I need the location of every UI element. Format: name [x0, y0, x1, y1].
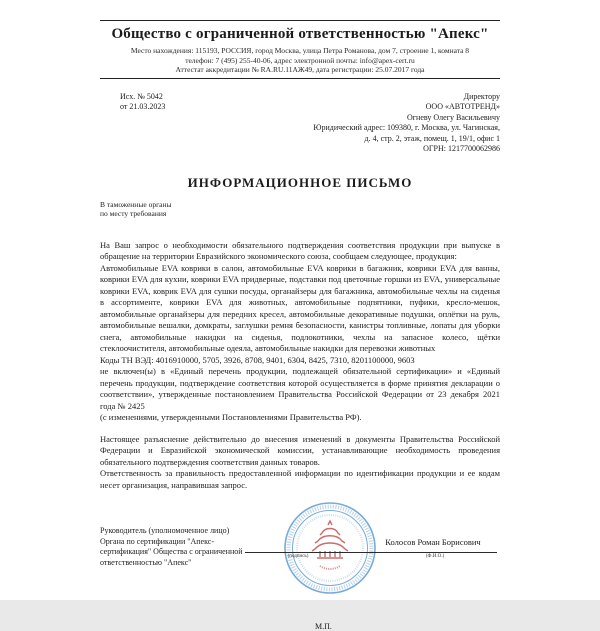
recipient-title: Директору	[463, 91, 500, 101]
outgoing-ref-block	[100, 92, 165, 155]
letterhead-bottom-rule	[100, 78, 500, 79]
reference-row	[100, 92, 500, 155]
letter-body	[100, 240, 500, 492]
paragraph-products: Автомобильные EVA коврики в салон, автомобильные EVA коврики в багажник, коврики EVA для ванны, коврики EVA для кухни, коврики EVA придверные, подставки под цветочные горшки из EVA, универсальные коврики EVA, коврик EVA для сушки посуды, органайзеры для багажника, автомобильные чехлы на сиденья в ассортименте, коврики EVA для животных, автомобильные подпятники, пуфики, кресло-мешок, автомобильные органайзеры для передних кресел, автомобильные декоративные подушки, оплётки на руль, автомобильные вешалки, домкраты, заглушки ремня безопасности, канистры топливные, лопаты для уборки снега, автомобильные накидки на сиденья, подлокотники, чехлы на запасное колесо, щётки стеклоочистителя, автомобильные одеяла, автомобильные накидки для перевозки животных	[100, 262, 500, 354]
recipient-company: ООО «АВТОТРЕНД»	[425, 102, 500, 112]
company-contacts: телефон: 7 (495) 255-40-06, адрес электронной почты: info@apex-cert.ru	[185, 55, 415, 65]
signature-line	[245, 552, 497, 553]
company-accreditation: Аттестат аккредитации № RA.RU.11АЖ49, дата регистрации: 25.07.2017 года	[175, 65, 425, 75]
signatory-role-line-1: Руководитель (уполномоченное лицо)	[100, 526, 230, 536]
paragraph-amendments: (с изменениями, утвержденными Постановлениями Правительства РФ).	[100, 412, 362, 423]
outgoing-number: Исх. № 5042	[120, 91, 163, 101]
addressee-note-line-2: по месту требования	[100, 209, 167, 219]
paragraph-intro: На Ваш запрос о необходимости обязательного подтверждения соответствия продукции при выпуске в обращение на территории Евразийского экономического союза, сообщаем следующее, продукция:	[100, 239, 500, 262]
recipient-ogrn: ОГРН: 1217700062986	[423, 144, 500, 154]
paragraph-not-included: не включен(ы) в «Единый перечень продукции, подлежащей обязательной сертификации» и «Единый перечень продукции, подтверждение соответствия которой осуществляется в форме принятия декларации о соответствии», утвержденные постановлением Правительства Российской Федерации от 23 декабря 2021 года № 2425	[100, 366, 500, 411]
outgoing-date: от 21.03.2023	[120, 102, 166, 112]
signatory-role-line-4: ответственностью "Апекс"	[100, 557, 192, 567]
signatory-role-line-3: сертификация" Общества с ограниченной	[100, 547, 243, 557]
paragraph-tnved-codes: Коды ТН ВЭД: 4016910000, 5705, 3926, 8708, 9401, 6304, 8425, 7310, 8201100000, 9603	[100, 354, 415, 365]
signatory-name: Колосов Роман Борисович	[385, 537, 481, 548]
document-title: ИНФОРМАЦИОННОЕ ПИСЬМО	[187, 174, 413, 190]
recipient-address-1: Юридический адрес: 109380, г. Москва, ул. Чагинская,	[313, 123, 500, 133]
addressee-note-line-1: В таможенные органы	[100, 199, 172, 209]
letter-content	[100, 20, 500, 631]
recipient-block	[313, 92, 500, 155]
recipient-address-2: д. 4, стр. 2, этаж, помещ. 1, 19/1, офис 1	[364, 133, 500, 143]
paragraph-responsibility: Ответственность за правильность предоставленной информации по идентификации продукции и ее кодам несет организация, направившая запрос.	[100, 468, 500, 490]
letterhead-top-rule	[100, 20, 500, 21]
company-stamp-seal-icon	[282, 500, 378, 596]
signatory-role-block	[100, 526, 280, 568]
recipient-person: Огневу Олегу Васильевичу	[407, 112, 500, 122]
signature-area	[100, 504, 500, 608]
signature-caption: (подпись)	[287, 554, 309, 560]
seal-placeholder-note: М.П.	[315, 622, 332, 631]
addressee-note	[100, 200, 500, 219]
paragraph-validity: Настоящее разъяснение действительно до внесения изменений в документы Правительства Российской Федерации и Евразийской экономической комиссии, устанавливающие необходимость проведения обязательного подтверждения соответствия данных товаров.	[100, 433, 500, 467]
name-caption: (Ф.И.О.)	[425, 554, 445, 560]
company-address: Место нахождения: 115193, РОССИЯ, город Москва, улица Петра Романова, дом 7, строение 1, комната 8	[130, 46, 470, 55]
company-name: Общество с ограниченной ответственностью "Апекс"	[111, 26, 489, 42]
signatory-role-line-2: Органа по сертификации "Апекс-	[100, 536, 214, 546]
